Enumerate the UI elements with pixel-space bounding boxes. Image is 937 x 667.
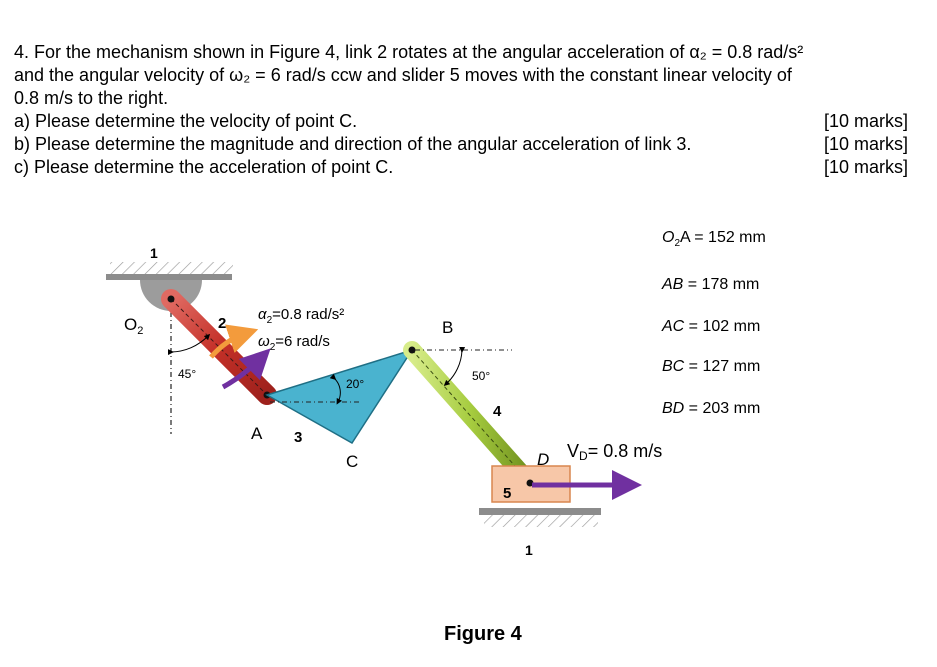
- part-a-text: a) Please determine the velocity of point C.: [14, 111, 358, 131]
- problem-intro-line-2: and the angular velocity of ω₂ = 6 rad/s ccw and slider 5 moves with the constant linear velocity of: [14, 65, 792, 85]
- o2-label: $O_2$: [124, 315, 144, 337]
- link-4: [412, 350, 530, 483]
- o2-joint: [168, 296, 175, 303]
- part-c-marks: [10 marks]: [823, 157, 908, 177]
- angle-50-label: 50°: [472, 369, 491, 383]
- dimension-ac: AC = 102 mm: [662, 318, 761, 335]
- angle-45-label: 45°: [178, 367, 197, 381]
- dimension-o2a: $O_2A = 152$ mm: [662, 229, 766, 249]
- top-ground-hatch: [110, 262, 233, 274]
- dimension-bd: BD = 203 mm: [662, 400, 761, 417]
- part-b-text: b) Please determine the magnitude and direction of the angular acceleration of link 3.: [14, 134, 692, 154]
- part-a-marks: [10 marks]: [823, 111, 908, 131]
- bottom-ground-bar: [479, 508, 601, 515]
- point-b-label: B: [442, 318, 454, 337]
- part-b-marks: [10 marks]: [823, 134, 908, 154]
- top-ground-bar: [106, 274, 232, 280]
- link-2-label: 2: [218, 315, 227, 332]
- bottom-ground-hatch: [484, 515, 598, 527]
- angle-20-label: 20°: [346, 377, 365, 391]
- dimension-bc: BC = 127 mm: [662, 358, 761, 375]
- velocity-d-label: VD= 0.8 m/s: [567, 441, 663, 463]
- problem-intro-line-3: 0.8 m/s to the right.: [14, 88, 169, 108]
- part-c-text: c) Please determine the acceleration of point C.: [14, 157, 394, 177]
- point-d-label: D: [537, 450, 550, 469]
- link-3-label: 3: [294, 429, 303, 446]
- dimension-list: [661, 229, 766, 417]
- point-c-label: C: [346, 452, 359, 471]
- dimension-ab: AB = 178 mm: [662, 276, 760, 293]
- ground-label-bottom: 1: [525, 542, 533, 558]
- link-4-label: 4: [493, 403, 502, 420]
- bottom-ground: [479, 508, 601, 527]
- alpha-label: $\alpha_2=0.8$ rad/s²: [258, 306, 345, 326]
- link-5-label: 5: [503, 485, 512, 502]
- joint-b: [409, 347, 416, 354]
- omega-label: $\omega_2=6$ rad/s: [258, 333, 330, 353]
- figure-caption: Figure 4: [444, 623, 522, 645]
- ground-label-top: 1: [150, 245, 158, 261]
- point-a-label: A: [251, 424, 263, 443]
- problem-intro-line-1: 4. For the mechanism shown in Figure 4, link 2 rotates at the angular acceleration of α₂ = 0.8 rad/s²: [14, 42, 804, 62]
